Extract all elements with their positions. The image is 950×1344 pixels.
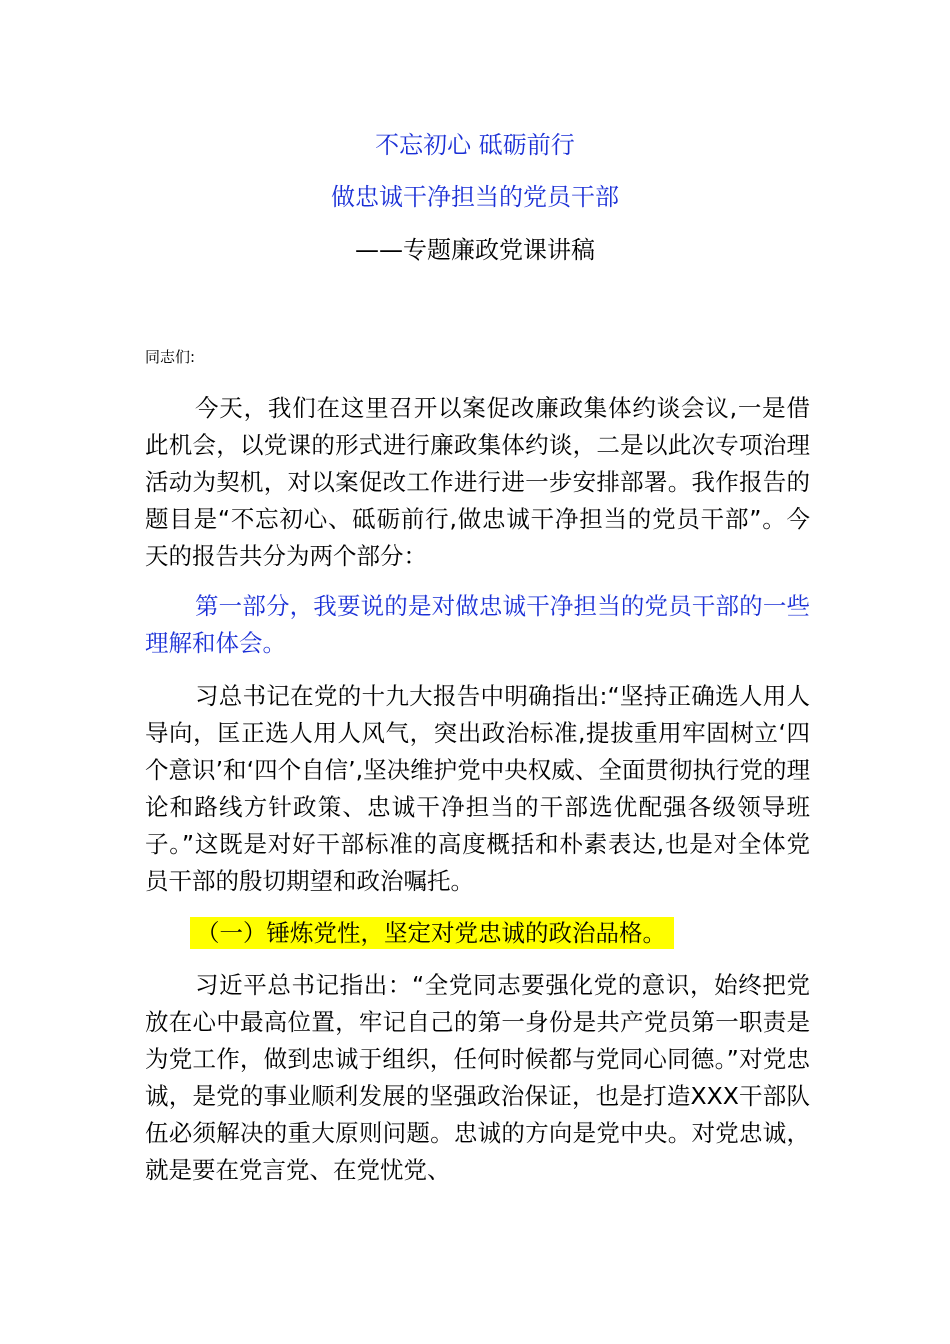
section-one-heading-text: （一）锤炼党性，坚定对党忠诚的政治品格。	[190, 917, 674, 949]
subtitle: ——专题廉政党课讲稿	[355, 236, 595, 264]
section-one-heading	[190, 914, 674, 952]
title-line-2: 做忠诚干净担当的党员干部	[331, 183, 619, 211]
title-line-1: 不忘初心 砥砺前行	[375, 131, 575, 159]
paragraph-intro: 今天，我们在这里召开以案促改廉政集体约谈会议,一是借此机会，以党课的形式进行廉政集体约谈，二是以此次专项治理活动为契机，对以案促改工作进行进一步安排部署。我作报告的题目是“不忘初心、砥砺前行,做忠诚干净担当的党员干部”。今天的报告共分为两个部分：	[145, 394, 810, 570]
paragraph-part-one: 第一部分，我要说的是对做忠诚干净担当的党员干部的一些理解和体会。	[145, 592, 810, 657]
salutation: 同志们:	[145, 348, 196, 366]
paragraph-loyalty: 习近平总书记指出：“全党同志要强化党的意识，始终把党放在心中最高位置，牢记自己的第一身份是共产党员第一职责是为党工作，做到忠诚于组织，任何时候都与党同心同德。”对党忠诚，是党的事业顺利发展的坚强政治保证，也是打造XXX干部队伍必须解决的重大原则问题。忠诚的方向是党中央。对党忠诚，就是要在党言党、在党忧党、	[145, 971, 810, 1184]
paragraph-19th-congress: 习总书记在党的十九大报告中明确指出:“坚持正确选人用人导向，匡正选人用人风气，突出政治标准,提拔重用牢固树立‘四个意识’和‘四个自信’,坚决维护党中央权威、全面贯彻执行党的理论和路线方针政策、忠诚干净担当的干部选优配强各级领导班子。”这既是对好干部标准的高度概括和朴素表达,也是对全体党员干部的殷切期望和政治嘱托。	[145, 682, 810, 895]
